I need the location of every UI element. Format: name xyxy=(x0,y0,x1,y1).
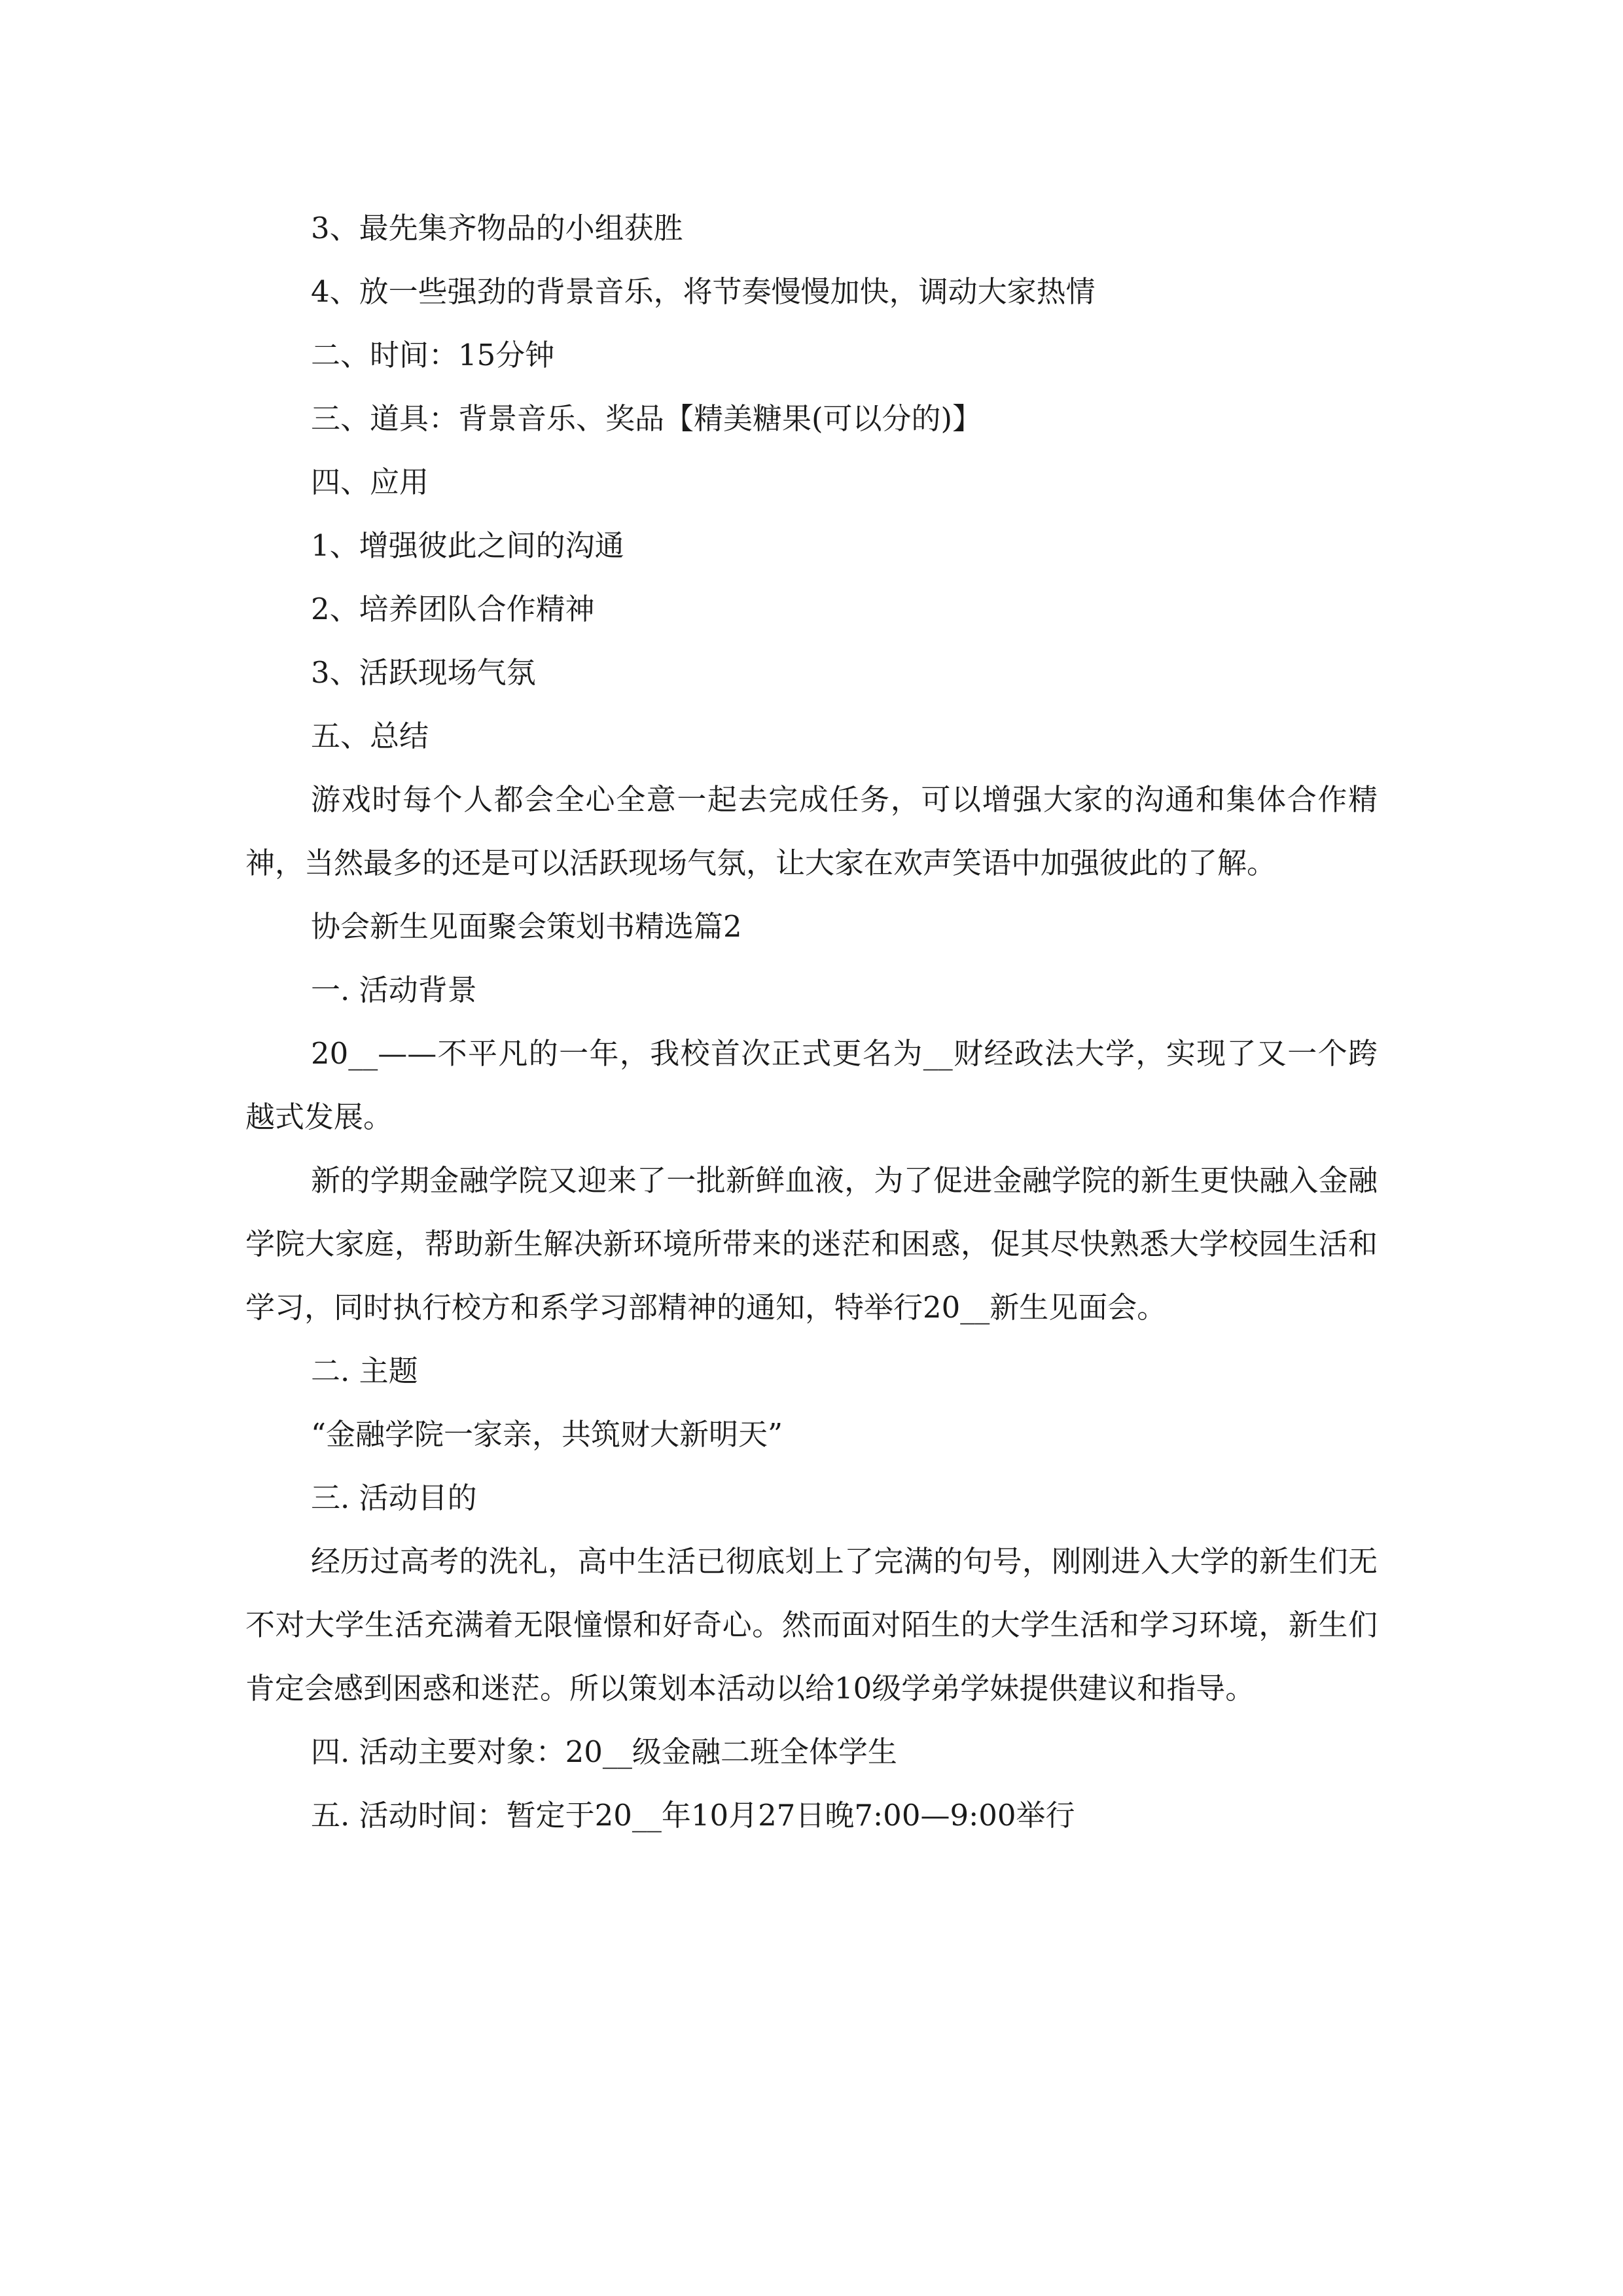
heading-background: 一. 活动背景 xyxy=(311,973,477,1007)
heading-summary: 五、总结 xyxy=(311,719,429,753)
heading-purpose: 三. 活动目的 xyxy=(311,1480,477,1515)
paragraph-application-1: 1、增强彼此之间的沟通 xyxy=(311,528,624,563)
heading-application: 四、应用 xyxy=(311,465,429,499)
paragraph-application-3: 3、活跃现场气氛 xyxy=(311,655,536,690)
paragraph-background-1: 20__——不平凡的一年，我校首次正式更名为__财经政法大学，实现了又一个跨越式发展。 xyxy=(245,1036,1378,1134)
paragraph-time-schedule: 五. 活动时间：暂定于20__年10月27日晚7:00—9:00举行 xyxy=(311,1798,1075,1833)
document-body xyxy=(245,196,1378,1847)
paragraph-application-2: 2、培养团队合作精神 xyxy=(311,592,595,626)
paragraph-theme: “金融学院一家亲，共筑财大新明天” xyxy=(311,1417,783,1452)
section-title-part-2: 协会新生见面聚会策划书精选篇2 xyxy=(311,909,742,944)
paragraph-background-2: 新的学期金融学院又迎来了一批新鲜血液，为了促进金融学院的新生更快融入金融学院大家庭，帮助新生解决新环境所带来的迷茫和困惑，促其尽快熟悉大学校园生活和学习，同时执行校方和系学习部精神的通知，特举行20__新生见面会。 xyxy=(245,1163,1378,1325)
paragraph-rule-3: 3、最先集齐物品的小组获胜 xyxy=(311,211,683,245)
paragraph-audience: 四. 活动主要对象：20__级金融二班全体学生 xyxy=(311,1734,897,1769)
paragraph-time: 二、时间：15分钟 xyxy=(311,338,555,372)
heading-theme: 二. 主题 xyxy=(311,1354,418,1388)
paragraph-rule-4: 4、放一些强劲的背景音乐，将节奏慢慢加快，调动大家热情 xyxy=(311,274,1096,309)
paragraph-summary: 游戏时每个人都会全心全意一起去完成任务，可以增强大家的沟通和集体合作精神，当然最多的还是可以活跃现场气氛，让大家在欢声笑语中加强彼此的了解。 xyxy=(245,782,1378,880)
paragraph-props: 三、道具：背景音乐、奖品【精美糖果(可以分的)】 xyxy=(311,401,982,436)
paragraph-purpose: 经历过高考的洗礼，高中生活已彻底划上了完满的句号，刚刚进入大学的新生们无不对大学生活充满着无限憧憬和好奇心。然而面对陌生的大学生活和学习环境，新生们肯定会感到困惑和迷茫。所以策划本活动以给10级学弟学妹提供建议和指导。 xyxy=(245,1544,1378,1706)
